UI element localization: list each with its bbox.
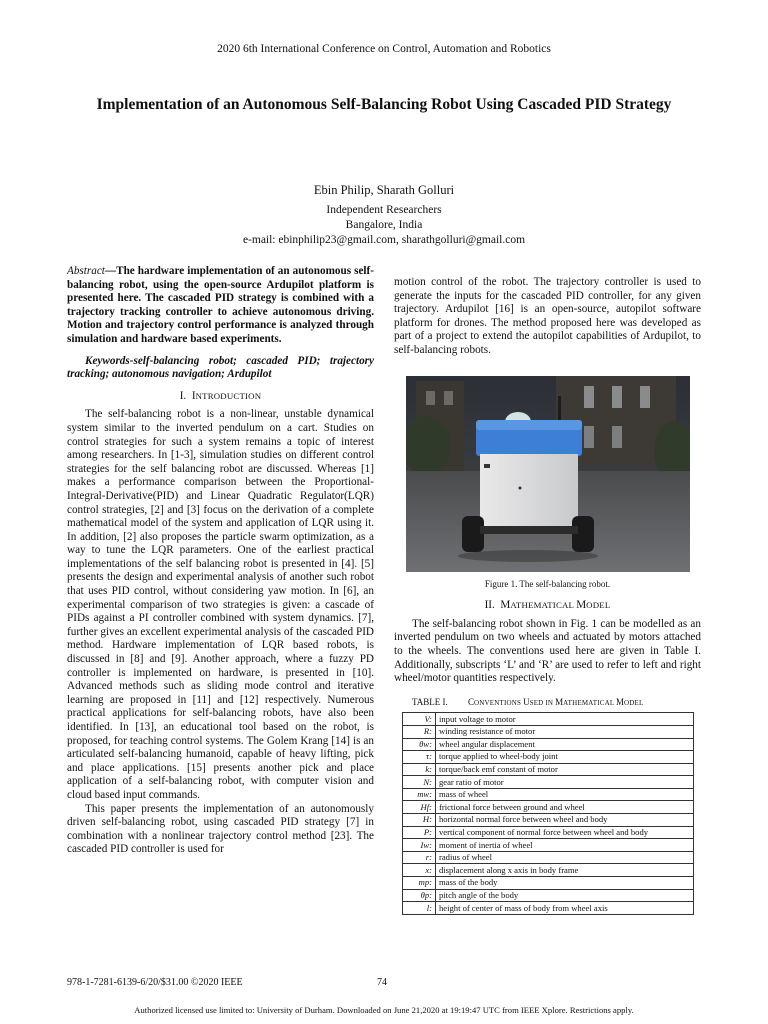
- table-symbol: k:: [403, 763, 436, 776]
- table-row: [403, 826, 694, 839]
- table-row: [403, 864, 694, 877]
- table-description: mass of the body: [436, 877, 694, 890]
- table-symbol: N:: [403, 776, 436, 789]
- table-description: pitch angle of the body: [436, 889, 694, 902]
- abstract: [67, 265, 374, 347]
- table-symbol: mp:: [403, 877, 436, 890]
- table-row: [403, 725, 694, 738]
- table-symbol: R:: [403, 725, 436, 738]
- table-description: torque applied to wheel-body joint: [436, 751, 694, 764]
- affiliation: Independent Researchers: [326, 204, 442, 216]
- table-symbol: l:: [403, 902, 436, 915]
- table-row: [403, 776, 694, 789]
- conference-name: 2020 6th International Conference on Control, Automation and Robotics: [217, 43, 551, 55]
- conventions-table: [402, 712, 694, 915]
- table-description: input voltage to motor: [436, 713, 694, 726]
- robot-photo: [406, 376, 690, 572]
- table-symbol: P:: [403, 826, 436, 839]
- right-column: [394, 276, 701, 915]
- table-symbol: τ:: [403, 751, 436, 764]
- table-row: [403, 801, 694, 814]
- table-row: [403, 851, 694, 864]
- abstract-text: —The hardware implementation of an autonomous self-balancing robot, using the open-source Ardupilot platform is presented here. The cascaded PID strategy is combined with a trajectory tracking controller to achieve autonomous driving. Motion and trajectory control performance is analyzed through simulation and hardware based experiments.: [67, 265, 374, 345]
- table-row: [403, 902, 694, 915]
- table-row: [403, 814, 694, 827]
- page-number: 74: [377, 977, 387, 988]
- table-symbol: θp:: [403, 889, 436, 902]
- table-symbol: V:: [403, 713, 436, 726]
- table-row: [403, 763, 694, 776]
- section-heading-introduction: I. INTRODUCTION: [179, 389, 262, 402]
- table-description: radius of wheel: [436, 851, 694, 864]
- isbn-copyright: 978-1-7281-6139-6/20/$31.00 ©2020 IEEE: [67, 977, 243, 988]
- table-row: [403, 713, 694, 726]
- paper-title: Implementation of an Autonomous Self-Balancing Robot Using Cascaded PID Strategy: [96, 96, 672, 113]
- table-symbol: Hf:: [403, 801, 436, 814]
- table-description: moment of inertia of wheel: [436, 839, 694, 852]
- table-symbol: r:: [403, 851, 436, 864]
- table-description: wheel angular displacement: [436, 738, 694, 751]
- table-description: vertical component of normal force between wheel and body: [436, 826, 694, 839]
- table-symbol: Iw:: [403, 839, 436, 852]
- table-description: horizontal normal force between wheel and body: [436, 814, 694, 827]
- table-row: [403, 877, 694, 890]
- keywords: Keywords-self-balancing robot; cascaded PID; trajectory tracking; autonomous navigation; Ardupilot: [67, 354, 374, 381]
- table-description: displacement along x axis in body frame: [436, 864, 694, 877]
- license-notice: Authorized licensed use limited to: University of Durham. Downloaded on June 21,2020 at 19:19:47 UTC from IEEE Xplore. Restrictions apply.: [134, 1005, 634, 1015]
- left-column: [67, 265, 374, 857]
- table-row: [403, 738, 694, 751]
- table-description: frictional force between ground and wheel: [436, 801, 694, 814]
- robot-photo-image: [406, 376, 690, 572]
- abstract-label: Abstract: [67, 265, 105, 277]
- affiliation-block: [0, 203, 768, 248]
- intro-paragraph-2-continued: motion control of the robot. The trajectory controller is used to generate the inputs for the cascaded PID controller, for any given trajectory. Ardupilot [16] is an open-source, autopilot software platform for drones. The method proposed here was developed as part of a project to extend the autopilot capabilities of Ardupilot, to self-balancing robots.: [394, 276, 701, 356]
- table-symbol: θw:: [403, 738, 436, 751]
- table-row: [403, 788, 694, 801]
- table-description: gear ratio of motor: [436, 776, 694, 789]
- table-row: [403, 839, 694, 852]
- email: e-mail: ebinphilip23@gmail.com, sharathgolluri@gmail.com: [242, 234, 526, 246]
- figure-caption: Figure 1. The self-balancing robot.: [484, 578, 611, 589]
- table-caption: TABLE I. CONVENTIONS USED IN MATHEMATICAL MODEL: [412, 696, 644, 707]
- intro-paragraph-1: The self-balancing robot is a non-linear, unstable dynamical system similar to the inverted pendulum on a cart. Studies on control strategies for such a system remains a topic of interest among researchers. In [1-3], simulation studies on different control strategies for the self balancing robot are discussed. Whereas [1] makes a performance comparison between the Proportional-Integral-Derivative(PID) and Linear Quadratic Regulator(LQR) control strategies, [2] and [3] focus on the derivation of a complete mathematical model of the system and application of LQR using it. In addition, [2] also proposes the particle swarm optimization, as a way to tune the LQR parameters. One of the earliest practical implementations of the self balancing robot is presented in [4]. [5] presents the design and experimental analysis of another such robot that uses PID control, without considering yaw motion. In [6], an experimental comparison of two strategies is given: a cascade of PIDs against a PI controller combined with system dynamics. [7], further gives an excellent experimental analysis of the cascaded PID method. Hardware implementation of LQR based robots, is discussed in [8] and [9]. Another approach, where a fuzzy PD controller is implemented on hardware, is presented in [10]. Advanced methods such as sliding mode control and iterative learning are proposed in [11] and [12] respectively. Numerous practical applications for self-balancing robots, have also been identified. In [13], an educational tool based on the robot, is proposed, for teaching control systems. The Golem Krang [14] is an articulated self-balancing humanoid, capable of heavy lifting, pick and place applications. [15] presents another pick and place application of a self-balancing robot, with computer vision and cloud based input commands.: [67, 408, 374, 801]
- location: Bangalore, India: [345, 219, 423, 231]
- intro-paragraph-2: This paper presents the implementation of an autonomously driven self-balancing robot, using cascaded PID strategy [7] in combination with a nonlinear trajectory control method [23]. The cascaded PID controller is used for: [67, 802, 374, 856]
- table-row: [403, 889, 694, 902]
- table-symbol: H:: [403, 814, 436, 827]
- table-description: height of center of mass of body from wheel axis: [436, 902, 694, 915]
- table-symbol: x:: [403, 864, 436, 877]
- model-paragraph-1: The self-balancing robot shown in Fig. 1 can be modelled as an inverted pendulum on two wheels and actuated by motors attached to the wheels. The conventions used here are given in Table I. Additionally, subscripts ‘L’ and ‘R’ are used to refer to left and right wheel/motor quantities respectively.: [394, 617, 701, 685]
- table-row: [403, 751, 694, 764]
- table-description: mass of wheel: [436, 788, 694, 801]
- table-description: torque/back emf constant of motor: [436, 763, 694, 776]
- table-description: winding resistance of motor: [436, 725, 694, 738]
- authors: Ebin Philip, Sharath Golluri: [313, 183, 455, 197]
- section-heading-mathematical-model: II. MATHEMATICAL MODEL: [484, 599, 611, 612]
- table-symbol: mw:: [403, 788, 436, 801]
